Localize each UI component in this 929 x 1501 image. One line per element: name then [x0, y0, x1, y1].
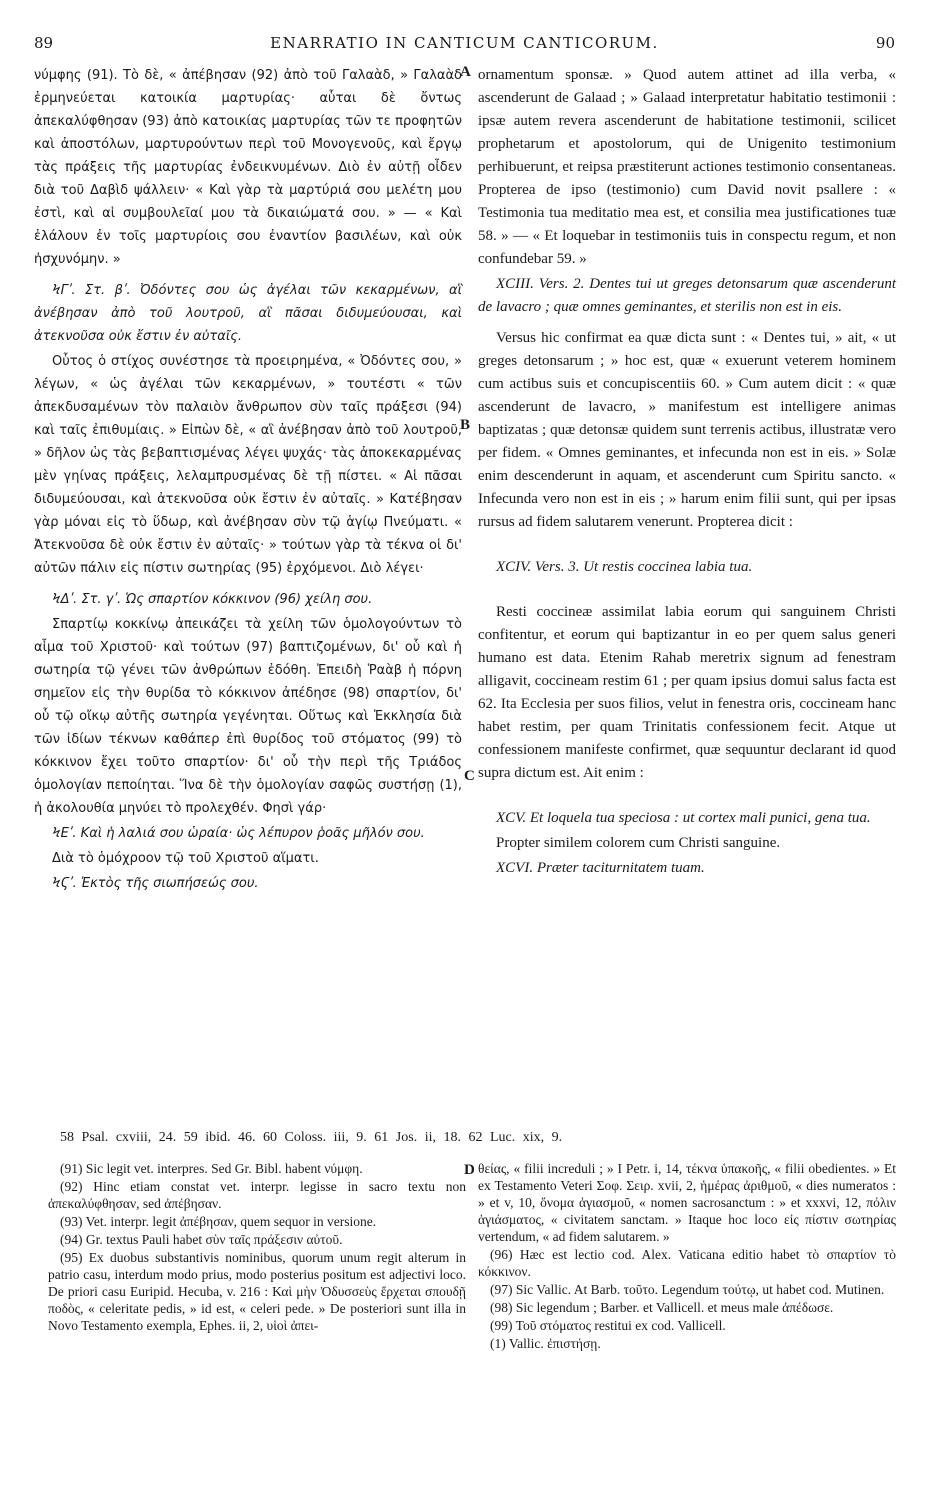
footnote: (91) Sic legit vet. interpres. Sed Gr. Bibl. habent νύμφη. [60, 1161, 363, 1176]
greek-verse-heading: ϞΔʹ. Στ. γʹ. Ὡς σπαρτίον κόκκινον (96) χείλη σου. [52, 592, 373, 607]
margin-letter-c: C [464, 768, 475, 784]
greek-verse-heading: ϞΓʹ. Στ. βʹ. Ὀδόντες σου ὡς ἀγέλαι τῶν κεκαρμένων, αἳ ἀνέβησαν ἀπὸ τοῦ λουτροῦ, αἳ πᾶσαι διδυμεύουσαι, καὶ ἀτεκνοῦσα οὐκ ἔστιν ἐν αὐταῖς. [34, 283, 462, 344]
latin-paragraph: Propter similem colorem cum Christi sanguine. [496, 835, 781, 851]
footnote: (92) Hinc etiam constat vet. interpr. legisse in sacro textu non ἀπεκαλύφθησαν, sed ἀπέβησαν. [48, 1179, 466, 1211]
latin-verse-heading: XCIII. Vers. 2. Dentes tui ut greges detonsarum quæ ascenderunt de lavacro ; quæ omnes geminantes, et sterilis non est in eis. [478, 276, 896, 315]
latin-verse-heading: XCVI. Præter taciturnitatem tuam. [496, 860, 705, 876]
footnote: (99) Τοῦ στόματος restitui ex cod. Vallicell. [490, 1318, 726, 1333]
footnotes-left [48, 1160, 466, 1335]
margin-letter-b: B [460, 417, 471, 433]
footnote: (94) Gr. textus Pauli habet σὺν ταῖς πράξεσιν αὐτοῦ. [60, 1232, 343, 1247]
latin-verse-heading: XCV. Et loquela tua speciosa : ut cortex mali punici, gena tua. [496, 810, 871, 826]
footnotes-right [478, 1160, 896, 1353]
footnote: (93) Vet. interpr. legit ἀπέβησαν, quem sequor in versione. [60, 1214, 377, 1229]
greek-paragraph: Οὗτος ὁ στίχος συνέστησε τὰ προειρημένα, « Ὀδόντες σου, » λέγων, « ὡς ἀγέλαι τῶν κεκαρμένων, » τουτέστι « τῶν ἀπεκδυσαμένων τὸν παλαιὸν ἄνθρωπον σὺν ταῖς πράξεσι (94) καὶ ταῖς ἐπιθυμίαις. » Εἰπὼν δὲ, « αἳ ἀνέβησαν ἀπὸ τοῦ λουτροῦ, » δῆλον ὡς τὰς βεβαπτισμένας λέγει ψυχάς· τὰς ἀποκεκαρμένας μὲν γηίνας πράξεις, λελαμπρυσμένας δὲ τῇ πίστει. « Αἱ πᾶσαι διδυμεύουσαι, καὶ ἀτεκνοῦσα οὐκ ἔστιν ἐν αὐταῖς. » Κατέβησαν γὰρ μόναι εἰς τὸ ὕδωρ, καὶ ἀνέβησαν σὺν τῷ ἁγίῳ Πνεύματι. « Ἀτεκνοῦσα δὲ οὐκ ἔστιν ἐν αὐταῖς· » τούτων γὰρ τὰ τέκνα οἱ δι' αὐτῶν πάλιν εἰς πίστιν σωτηρίας (95) ἐρχόμενοι. Διὸ λέγει· [34, 354, 462, 576]
footnote: (97) Sic Vallic. At Barb. τοῦτο. Legendum τούτῳ, ut habet cod. Mutinen. [490, 1282, 885, 1297]
footnote: (1) Vallic. ἐπιστήσῃ. [490, 1336, 601, 1351]
scripture-references: 58 Psal. cxviii, 24. 59 ibid. 46. 60 Coloss. iii, 9. 61 Jos. ii, 18. 62 Luc. xix, 9. [60, 1130, 563, 1145]
latin-column [478, 64, 896, 882]
footnote: (98) Sic legendum ; Barber. et Vallicell. et meus male ἀπέδωσε. [490, 1300, 834, 1315]
latin-verse-heading: XCIV. Vers. 3. Ut restis coccinea labia tua. [496, 559, 753, 575]
greek-paragraph: Διὰ τὸ ὁμόχροον τῷ τοῦ Χριστοῦ αἵματι. [52, 851, 319, 866]
footnote: θείας, « filii increduli ; » I Petr. i, 14, τέκνα ὑπακοῆς, « filii obedientes. » Et ex Testamento Veteri Σοφ. Σειρ. xvii, 2, ἡμέρας ἀριθμοῦ, « dies numeratos : » et v, 10, ὄνομα ἁγιασμοῦ, « nomen sacrosanctum : » et xxxvi, 12, πόλιν ἁγιάσματος, « civitatem sanctam. » Itaque hoc loco εἰς πίστιν σωτηρίας vertendum, « ad fidem salutarem. » [478, 1161, 896, 1244]
greek-paragraph: νύμφης (91). Τὸ δὲ, « ἀπέβησαν (92) ἀπὸ τοῦ Γαλαὰδ, » Γαλαὰδ ἑρμηνεύεται κατοικία μαρτυρίας· αὗται δὲ ὄντως ἀπεκαλύφθησαν (93) ἀπὸ κατοικίας μαρτυρίας τῶν τε προφητῶν καὶ ἀποστόλων, μαρτυρούντων περὶ τοῦ Μονογενοῦς, καὶ ἔργῳ τὰς πράξεις τῆς μαρτυρίας ἐνδεικνυμένων. Διὸ ἐν αὐτῇ οἶδεν διὰ τοῦ Δαβὶδ ψάλλειν· « Καὶ γὰρ τὰ μαρτύριά σου μελέτη μου ἐστὶ, καὶ αἱ συμβουλεῖαί μου τὰ δικαιώματά σου. » — « Καὶ ἐλάλουν ἐν τοῖς μαρτυρίοις σου ἐναντίον βασιλέων, καὶ οὐκ ἠσχυνόμην. » [34, 68, 462, 267]
page-number-right: 90 [875, 34, 895, 52]
footnote: (96) Hæc est lectio cod. Alex. Vaticana editio habet τὸ σπαρτίον τὸ κόκκινον. [478, 1247, 896, 1279]
running-header [34, 34, 895, 56]
greek-verse-heading: ϞϚʹ. Ἐκτὸς τῆς σιωπήσεώς σου. [52, 876, 259, 891]
running-title: ENARRATIO IN CANTICUM CANTICORUM. [270, 34, 659, 52]
footnote: (95) Ex duobus substantivis nominibus, quorum unum regit alterum in patrio casu, interdum modo prius, modo posterius positum est adjectivi loco. De priori casu Euripid. Hecuba, v. 216 : Καὶ μὴν Ὀδυσσεὺς ἔρχεται σπουδῇ ποδὸς, « celeritate pedis, » id est, « celeri pede. » De posteriori sunt illa in Novo Testamento exempla, Ephes. ii, 2, υἱοὶ ἀπει- [48, 1250, 466, 1333]
margin-letter-a: A [460, 64, 471, 80]
margin-letter-d: D [464, 1162, 475, 1178]
latin-paragraph: Resti coccineæ assimilat labia eorum qui sanguinem Christi confitentur, et eorum qui baptizantur in eo per quem salus generi humano est data. Etenim Rahab meretrix signum ad fenestram alligavit, coccineam restim 61 ; per quam ipsius domui salus facta est 62. Ita Ecclesia per suos filios, velut in fenestra oris, coccineam hanc habet restim, per quam Trinitatis confessionem fecit. Atque ut confessionem manifeste confirmet, quæ sequuntur declarant id quod supra dictum est. Ait enim : [478, 604, 896, 781]
greek-verse-heading: ϞΕʹ. Καὶ ἡ λαλιά σου ὡραία· ὡς λέπυρον ῥοᾶς μῆλόν σου. [52, 826, 425, 841]
page-number-left: 89 [34, 34, 54, 52]
greek-paragraph: Σπαρτίῳ κοκκίνῳ ἀπεικάζει τὰ χείλη τῶν ὁμολογούντων τὸ αἷμα τοῦ Χριστοῦ· καὶ τούτων (97) βαπτιζομένων, δι' οὗ καὶ ἡ σωτηρία τῷ γένει τῶν ἀνθρώπων ἐδόθη. Ἐπειδὴ Ῥαὰβ ἡ πόρνη σημεῖον εἰς τὴν θυρίδα τὸ κόκκινον ἀπέδησε (98) σπαρτίον, δι' οὗ τῷ οἴκῳ αὐτῆς σωτηρία γεγένηται. Οὕτως καὶ Ἐκκλησία διὰ τῶν ἰδίων τέκνων καθάπερ ἐπὶ θυρίδος τοῦ στόματος (99) τὸ κόκκινον ἔχει τοῦτο σπαρτίον· δι' οὗ τὴν περὶ τῆς Τριάδος ὁμολογίαν πεποίηται. Ἵνα δὲ τὴν ὁμολογίαν σαφῶς συστήσῃ (1), ἡ ἀκολουθία μηνύει τὸ προλεχθέν. Φησὶ γάρ· [34, 617, 462, 816]
latin-paragraph: ornamentum sponsæ. » Quod autem attinet ad illa verba, « ascenderunt de Galaad ; » Galaad interpretatur habitatio testimonii : ipsæ autem revera ascenderunt de habitatione testimonii, scilicet prophetarum et apostolorum, qui de Unigenito testimonium perhibuerunt, et reipsa præstiterunt actiones testimonio consentaneas. Propterea de ipso (testimonio) cum David novit psallere : « Testimonia tua meditatio mea est, et consilia mea justificationes tuæ 58. » — « Et loquebar in testimoniis tuis in conspectu regum, et non confundebar 59. » [478, 67, 896, 267]
greek-column [34, 64, 462, 897]
latin-paragraph: Versus hic confirmat ea quæ dicta sunt : « Dentes tui, » ait, « ut greges detonsarum ; » hoc est, quæ « exuerunt veterem hominem cum actibus suis et concupiscentiis 60. » Cum autem dicit : « quæ ascenderunt de lavacro, » manifestum est intelligere animas baptizatas ; quæ detonsæ quidem sunt terrenis actibus, illustratæ vero per fidem. « Omnes geminantes, et infecunda non est in eis. » Solæ enim descenderunt in aquam, et ascenderunt cum Spiritu sancto. « Infecunda vero non est in eis ; » harum enim filii sunt, qui per ipsas rursus ad fidem salutarem venerunt. Propterea dicit : [478, 330, 896, 530]
